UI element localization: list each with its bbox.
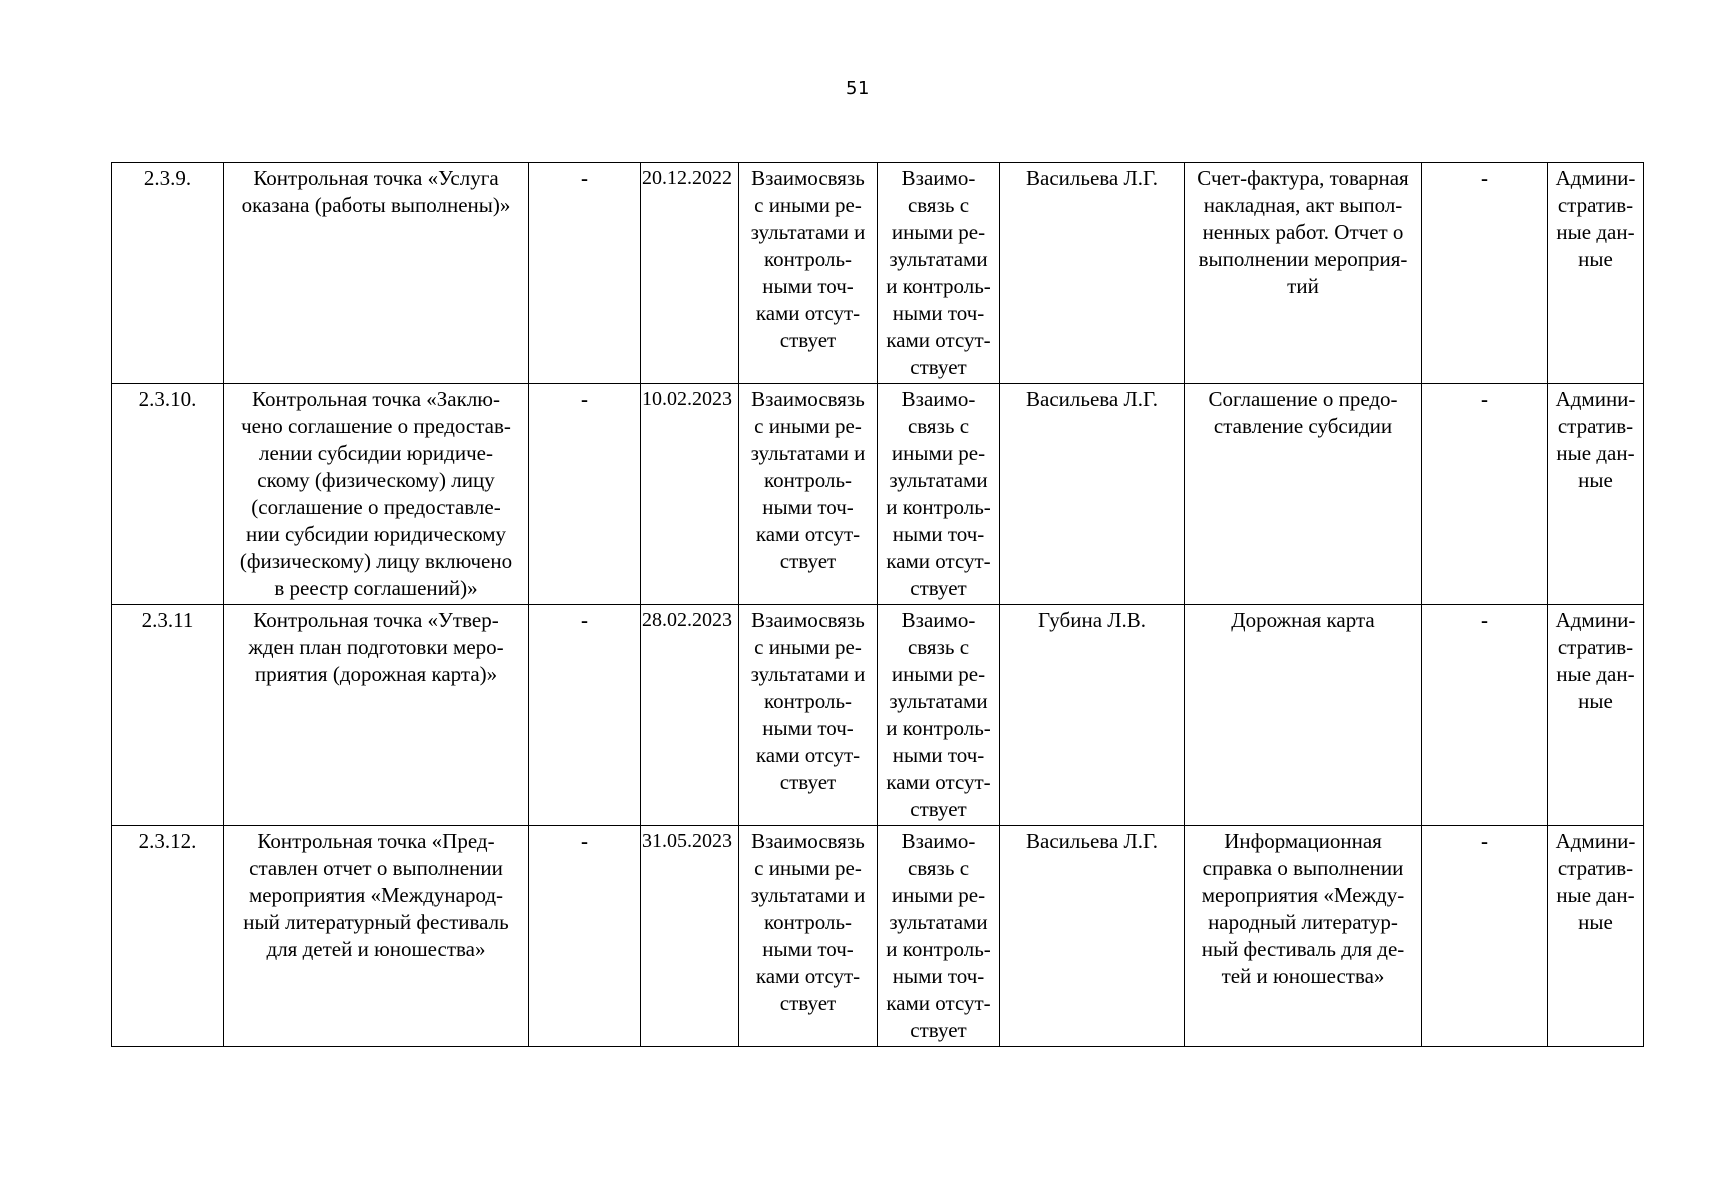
row-relation-results-cell: Взаимосвязь с иными ре- зультатами и контроль- ными точ- ками отсут- ствует: [739, 163, 878, 384]
row-relation-points-cell: Взаимо- связь с иными ре- зультатами и контроль- ными точ- ками отсут- ствует: [878, 163, 1000, 384]
row-name-cell: Контрольная точка «Заклю- чено соглашение о предостав- лении субсидии юридиче- скому (физическому) лицу (соглашение о предоставле- нии субсидии юридическому (физическому) лицу включено в реестр соглашений)»: [224, 384, 529, 605]
row-relation-results-cell: Взаимосвязь с иными ре- зультатами и контроль- ными точ- ками отсут- ствует: [739, 826, 878, 1047]
row-start-cell: -: [529, 605, 641, 826]
row-document-cell: Соглашение о предо- ставление субсидии: [1185, 384, 1422, 605]
row-info-system-cell: Админи- стратив- ные дан- ные: [1548, 163, 1644, 384]
row-document-cell: Информационная справка о выполнении мероприятия «Между- народный литератур- ный фестиваль для де- тей и юношества»: [1185, 826, 1422, 1047]
row-date-cell: 20.12.2022: [641, 163, 739, 384]
row-code-cell: 2.3.11: [112, 605, 224, 826]
row-responsible-cell: Васильева Л.Г.: [1000, 384, 1185, 605]
row-date-cell: 28.02.2023: [641, 605, 739, 826]
row-document-cell: Счет-фактура, товарная накладная, акт выпол- ненных работ. Отчет о выполнении мероприя- тий: [1185, 163, 1422, 384]
row-date-cell: 31.05.2023: [641, 826, 739, 1047]
row-name-cell: Контрольная точка «Пред- ставлен отчет о выполнении мероприятия «Международ- ный литературный фестиваль для детей и юношества»: [224, 826, 529, 1047]
table-row: [112, 384, 1644, 605]
row-document-cell: Дорожная карта: [1185, 605, 1422, 826]
row-start-cell: -: [529, 384, 641, 605]
row-date-cell: 10.02.2023: [641, 384, 739, 605]
row-name-cell: Контрольная точка «Утвер- жден план подготовки меро- приятия (дорожная карта)»: [224, 605, 529, 826]
row-code-cell: 2.3.10.: [112, 384, 224, 605]
row-level-cell: -: [1422, 605, 1548, 826]
row-level-cell: -: [1422, 163, 1548, 384]
row-start-cell: -: [529, 826, 641, 1047]
control-points-table: [111, 162, 1644, 1047]
row-code-cell: 2.3.9.: [112, 163, 224, 384]
row-code-cell: 2.3.12.: [112, 826, 224, 1047]
row-relation-results-cell: Взаимосвязь с иными ре- зультатами и контроль- ными точ- ками отсут- ствует: [739, 384, 878, 605]
row-relation-points-cell: Взаимо- связь с иными ре- зультатами и контроль- ными точ- ками отсут- ствует: [878, 605, 1000, 826]
row-relation-results-cell: Взаимосвязь с иными ре- зультатами и контроль- ными точ- ками отсут- ствует: [739, 605, 878, 826]
row-relation-points-cell: Взаимо- связь с иными ре- зультатами и контроль- ными точ- ками отсут- ствует: [878, 826, 1000, 1047]
row-info-system-cell: Админи- стратив- ные дан- ные: [1548, 826, 1644, 1047]
row-responsible-cell: Васильева Л.Г.: [1000, 826, 1185, 1047]
row-responsible-cell: Губина Л.В.: [1000, 605, 1185, 826]
table-row: [112, 163, 1644, 384]
table-row: [112, 605, 1644, 826]
row-info-system-cell: Админи- стратив- ные дан- ные: [1548, 384, 1644, 605]
page-number: 51: [846, 78, 870, 99]
row-responsible-cell: Васильева Л.Г.: [1000, 163, 1185, 384]
row-relation-points-cell: Взаимо- связь с иными ре- зультатами и контроль- ными точ- ками отсут- ствует: [878, 384, 1000, 605]
table-row: [112, 826, 1644, 1047]
row-level-cell: -: [1422, 826, 1548, 1047]
row-name-cell: Контрольная точка «Услуга оказана (работы выполнены)»: [224, 163, 529, 384]
row-start-cell: -: [529, 163, 641, 384]
row-level-cell: -: [1422, 384, 1548, 605]
row-info-system-cell: Админи- стратив- ные дан- ные: [1548, 605, 1644, 826]
